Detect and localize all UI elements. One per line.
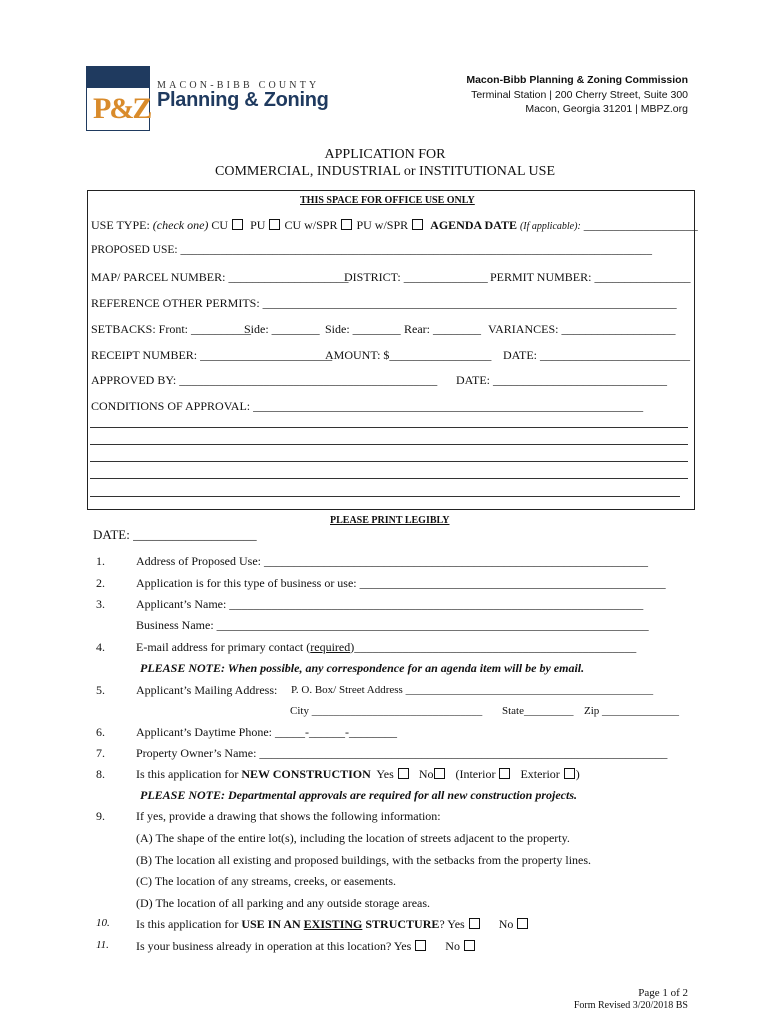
mailing-address-label: Applicant’s Mailing Address:	[136, 683, 278, 697]
check-one-note: (check one)	[152, 218, 209, 232]
drawing-item-c: (C) The location of any streams, creeks, or easements.	[136, 874, 397, 888]
nc-yes-checkbox[interactable]	[398, 768, 409, 779]
city-field[interactable]: City _______________________________	[290, 705, 483, 717]
nc-interior-checkbox[interactable]	[499, 768, 510, 779]
setbacks-front-field[interactable]: SETBACKS: Front: __________	[91, 322, 252, 336]
es-yes-label: ? Yes	[439, 917, 465, 931]
print-legibly-note: PLEASE PRINT LEGIBLY	[330, 515, 450, 526]
drawing-item-b: (B) The location all existing and proposed buildings, with the setbacks from the property lines.	[136, 853, 592, 867]
drawing-instruction: If yes, provide a drawing that shows the following information:	[136, 809, 441, 823]
existing-structure-question	[136, 917, 529, 932]
pu-spr-checkbox[interactable]	[412, 219, 423, 230]
form-revised: Form Revised 3/20/2018 BS	[573, 1000, 688, 1011]
nc-question-text: Is this application for	[136, 767, 242, 781]
es-no-checkbox[interactable]	[517, 918, 528, 929]
item-10-number: 10.	[96, 917, 110, 929]
conditions-line-4[interactable]	[90, 478, 688, 479]
street-address-field[interactable]: P. O. Box/ Street Address _____________________________________________	[291, 684, 654, 696]
proposed-use-field[interactable]: PROPOSED USE: __________________________________________________________________________________	[91, 244, 652, 256]
logo-bottom-panel	[86, 88, 150, 131]
cu-spr-checkbox[interactable]	[341, 219, 352, 230]
office-use-heading: THIS SPACE FOR OFFICE USE ONLY	[300, 195, 475, 206]
required-text: required	[310, 640, 351, 654]
drawing-item-d: (D) The location of all parking and any outside storage areas.	[136, 896, 431, 910]
district-field[interactable]: DISTRICT: ______________	[344, 270, 488, 284]
opt-pu-label: PU	[250, 218, 266, 232]
agenda-date-note: (If applicable):	[519, 221, 581, 232]
receipt-number-field[interactable]: RECEIPT NUMBER: ______________________	[91, 348, 333, 362]
business-name-field[interactable]: Business Name: ________________________________________________________________________	[136, 618, 649, 632]
nc-no-checkbox[interactable]	[434, 768, 445, 779]
agenda-date-field[interactable]: ___________________	[583, 218, 698, 232]
es-yes-checkbox[interactable]	[469, 918, 480, 929]
commission-name: Macon-Bibb Planning & Zoning Commission	[466, 74, 688, 86]
email-note-text: PLEASE NOTE: When possible, any correspondence for an agenda item will be by email.	[140, 661, 585, 675]
approved-by-field[interactable]: APPROVED BY: ___________________________________________	[91, 373, 438, 387]
cu-checkbox[interactable]	[232, 219, 243, 230]
conditions-line-3[interactable]	[90, 461, 688, 462]
date-field-2[interactable]: DATE: _____________________________	[456, 373, 667, 387]
applicant-name-field[interactable]: Applicant’s Name: _____________________________________________________________________	[136, 597, 644, 611]
address-proposed-use-field[interactable]: Address of Proposed Use: ________________________________________________________________	[136, 554, 648, 568]
nc-close-paren: )	[575, 767, 580, 781]
es-bold-1: USE IN AN	[241, 917, 304, 931]
construction-note	[140, 788, 577, 803]
item-7-number: 7.	[96, 746, 105, 760]
amount-field[interactable]: AMOUNT: $_________________	[325, 348, 492, 362]
reference-permits-field[interactable]: REFERENCE OTHER PERMITS: _____________________________________________________________________	[91, 296, 677, 310]
op-question-text: Is your business already in operation at this location? Yes	[136, 939, 412, 953]
nc-yes-label: Yes	[376, 767, 394, 781]
setbacks-rear-field[interactable]: Rear: ________	[404, 322, 481, 336]
use-type-label: USE TYPE:	[91, 218, 150, 232]
item-4-number: 4.	[96, 640, 105, 654]
parcel-number-field[interactable]: MAP/ PARCEL NUMBER: ____________________	[91, 270, 349, 284]
es-bold-2: STRUCTURE	[362, 917, 440, 931]
email-blank[interactable]: )_______________________________________________	[350, 640, 637, 654]
commission-city: Macon, Georgia 31201 | MBPZ.org	[525, 103, 688, 115]
variances-field[interactable]: VARIANCES: ___________________	[488, 322, 676, 336]
use-type-row	[91, 218, 698, 233]
state-field[interactable]: State_________	[502, 705, 574, 717]
construction-note-text: PLEASE NOTE: Departmental approvals are required for all new construction projects.	[140, 788, 578, 802]
op-no-label: No	[445, 939, 460, 953]
nc-no-label: No	[418, 767, 434, 781]
item-9-number: 9.	[96, 809, 105, 823]
email-label: E-mail address for primary contact (	[136, 640, 311, 654]
page-title	[0, 146, 770, 180]
opt-cu-spr-label: CU w/SPR	[284, 218, 338, 232]
opt-cu-label: CU	[211, 218, 229, 232]
title-line-1: APPLICATION FOR	[324, 147, 446, 162]
es-question-text: Is this application for	[136, 917, 242, 931]
logo-title: Planning & Zoning	[157, 89, 329, 111]
nc-bold-text: NEW CONSTRUCTION	[241, 767, 371, 781]
item-11-number: 11.	[96, 939, 109, 951]
page-number: Page 1 of 2	[638, 987, 688, 999]
in-operation-question	[136, 939, 476, 954]
opt-pu-spr-label: PU w/SPR	[356, 218, 409, 232]
item-5-number: 5.	[96, 683, 105, 697]
op-no-checkbox[interactable]	[464, 940, 475, 951]
conditions-line-1[interactable]	[90, 427, 688, 428]
item-3-number: 3.	[96, 597, 105, 611]
commission-address: Terminal Station | 200 Cherry Street, Suite 300	[471, 89, 688, 101]
conditions-line-5[interactable]	[90, 496, 680, 497]
op-yes-checkbox[interactable]	[415, 940, 426, 951]
logo-mark: P&Z	[93, 92, 151, 125]
new-construction-question	[136, 767, 580, 782]
date-field-1[interactable]: DATE: _________________________	[503, 348, 690, 362]
setbacks-side2-field[interactable]: Side: ________	[325, 322, 401, 336]
business-type-field[interactable]: Application is for this type of business or use: ___________________________________________________	[136, 576, 666, 590]
pu-checkbox[interactable]	[269, 219, 280, 230]
item-2-number: 2.	[96, 576, 105, 590]
es-existing: EXISTING	[303, 917, 363, 931]
email-note	[140, 661, 584, 676]
agenda-date-label: AGENDA DATE	[430, 218, 517, 232]
logo-county-text: MACON-BIBB COUNTY	[157, 80, 320, 91]
drawing-item-a: (A) The shape of the entire lot(s), including the location of streets adjacent to the property.	[136, 831, 570, 845]
zip-field[interactable]: Zip ______________	[584, 705, 680, 717]
es-no-label: No	[498, 917, 514, 931]
setbacks-side1-field[interactable]: Side: ________	[244, 322, 320, 336]
logo-top-band	[86, 66, 150, 88]
item-6-number: 6.	[96, 725, 105, 739]
logo	[86, 66, 150, 132]
conditions-line-2[interactable]	[90, 444, 688, 445]
application-date-field[interactable]: DATE: ___________________	[93, 527, 257, 542]
email-field[interactable]	[136, 640, 636, 655]
nc-exterior-checkbox[interactable]	[564, 768, 575, 779]
property-owner-field[interactable]: Property Owner’s Name: ____________________________________________________________________	[136, 746, 668, 760]
nc-exterior-label: Exterior	[520, 767, 560, 781]
title-line-2: COMMERCIAL, INDUSTRIAL or INSTITUTIONAL USE	[215, 164, 555, 179]
conditions-field[interactable]: CONDITIONS OF APPROVAL: _________________________________________________________________	[91, 399, 644, 413]
nc-interior-label: (Interior	[455, 767, 496, 781]
item-8-number: 8.	[96, 767, 105, 781]
daytime-phone-field[interactable]: Applicant’s Daytime Phone: _____-______-________	[136, 725, 397, 739]
permit-number-field[interactable]: PERMIT NUMBER: ________________	[490, 270, 691, 284]
item-1-number: 1.	[96, 554, 105, 568]
